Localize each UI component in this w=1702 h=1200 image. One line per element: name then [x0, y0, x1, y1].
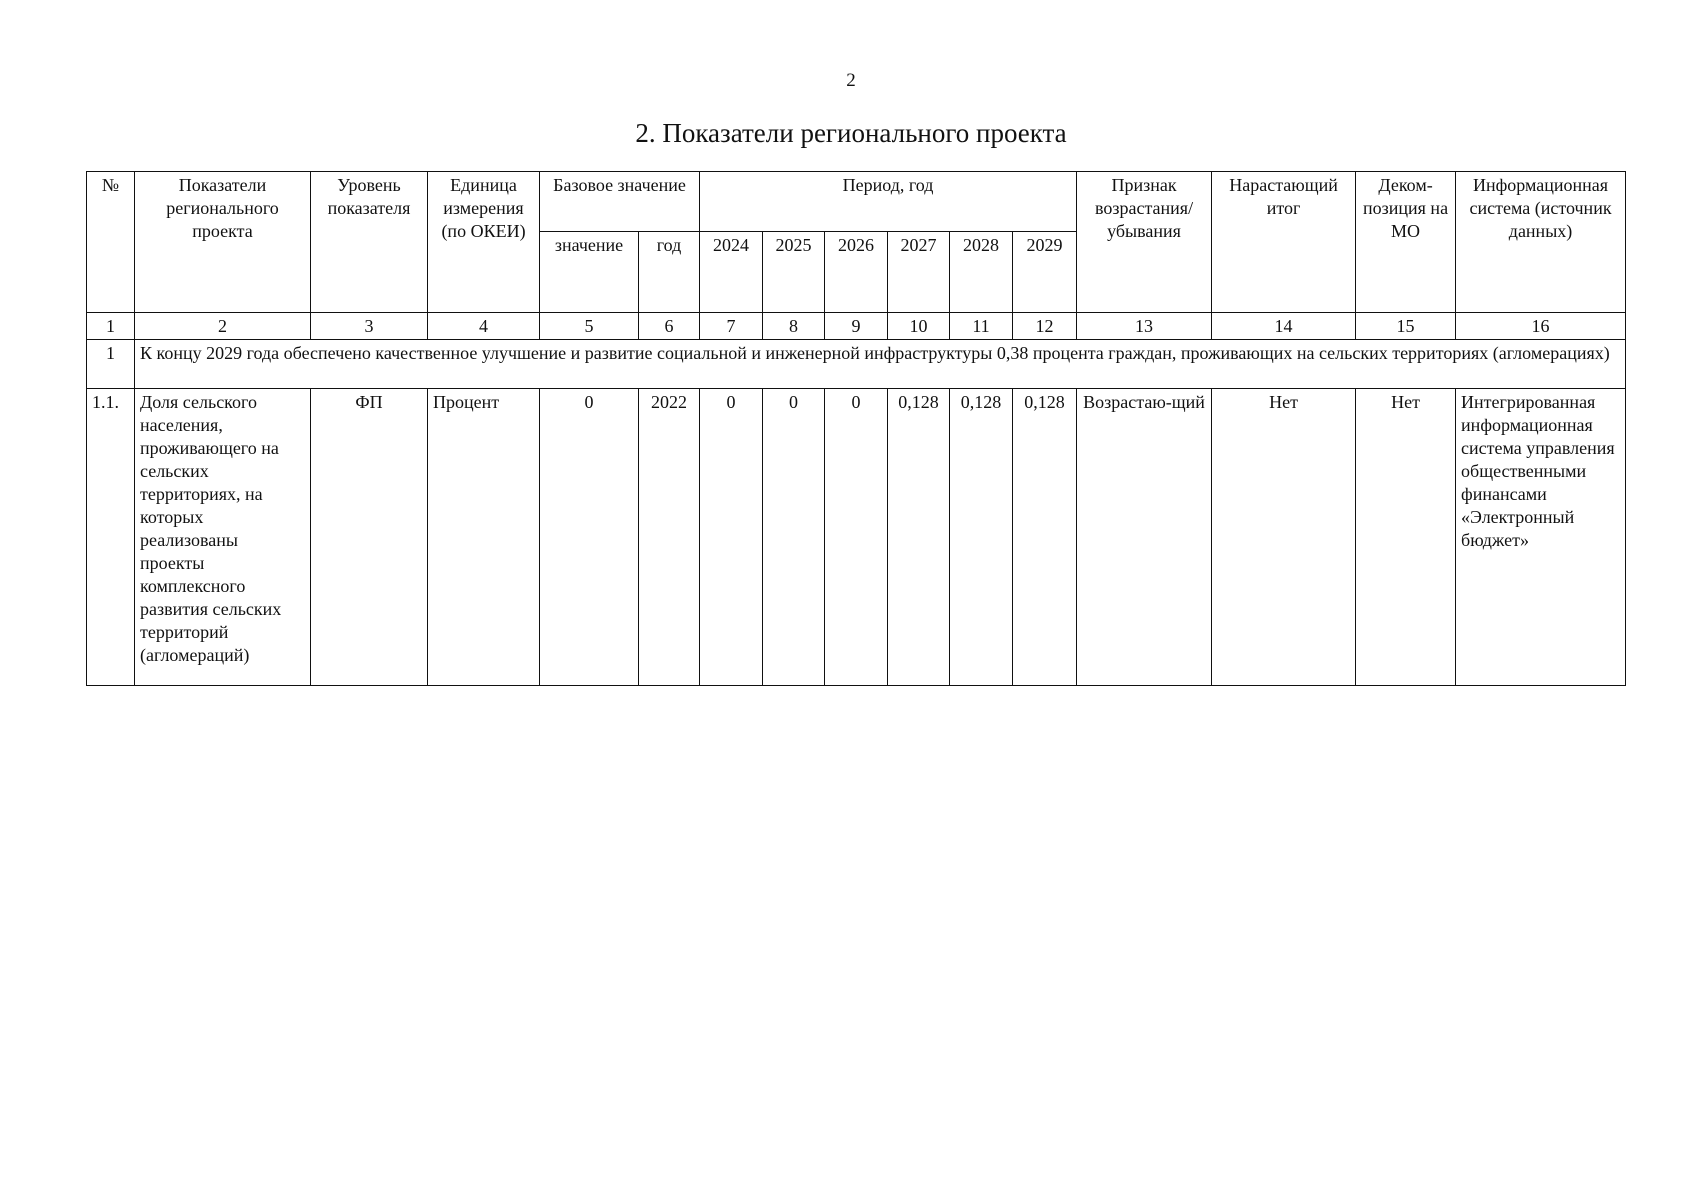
page-title: 2. Показатели регионального проекта: [635, 118, 1067, 148]
header-year-2029: 2029: [1013, 231, 1077, 312]
column-number: 7: [700, 313, 763, 340]
column-number: 1: [87, 313, 135, 340]
row-value-2029: 0,128: [1013, 389, 1077, 686]
row-value-2026: 0: [825, 389, 888, 686]
row-value-2028: 0,128: [950, 389, 1013, 686]
row-trend: Возрастаю-щий: [1077, 389, 1212, 686]
table-row: [87, 389, 1626, 686]
goal-row: [87, 340, 1626, 389]
header-cumulative: Нарастающий итог: [1212, 172, 1356, 313]
column-number: 6: [639, 313, 700, 340]
column-number: 12: [1013, 313, 1077, 340]
header-level: Уровень показателя: [311, 172, 428, 313]
column-number: 10: [888, 313, 950, 340]
row-level: ФП: [311, 389, 428, 686]
indicators-table: [86, 171, 1626, 686]
header-base-value-value: значение: [540, 231, 639, 312]
row-unit: Процент: [428, 389, 540, 686]
column-number: 14: [1212, 313, 1356, 340]
column-number: 8: [763, 313, 825, 340]
header-decomposition: Деком-позиция на МО: [1356, 172, 1456, 313]
column-number: 4: [428, 313, 540, 340]
header-indicator: Показатели регионального проекта: [135, 172, 311, 313]
header-row-1: [87, 172, 1626, 232]
column-number: 15: [1356, 313, 1456, 340]
header-base-value: Базовое значение: [540, 172, 700, 232]
header-info-system: Информационная система (источник данных): [1456, 172, 1626, 313]
header-period: Период, год: [700, 172, 1077, 232]
row-value-2027: 0,128: [888, 389, 950, 686]
header-unit: Единица измерения (по ОКЕИ): [428, 172, 540, 313]
header-base-value-year: год: [639, 231, 700, 312]
column-number: 3: [311, 313, 428, 340]
column-number: 2: [135, 313, 311, 340]
column-number: 5: [540, 313, 639, 340]
row-info-system: Интегрированная информационная система управления общественными финансами «Электронный бюджет»: [1456, 389, 1626, 686]
column-number: 11: [950, 313, 1013, 340]
page-number: 2: [846, 70, 856, 91]
header-year-2024: 2024: [700, 231, 763, 312]
goal-text: К концу 2029 года обеспечено качественное улучшение и развитие социальной и инженерной инфраструктуры 0,38 процента граждан, проживающих на сельских территориях (агломерациях): [135, 340, 1626, 389]
header-trend: Признак возрастания/ убывания: [1077, 172, 1212, 313]
column-number: 9: [825, 313, 888, 340]
header-year-2027: 2027: [888, 231, 950, 312]
row-value-2024: 0: [700, 389, 763, 686]
row-cumulative: Нет: [1212, 389, 1356, 686]
row-decomposition: Нет: [1356, 389, 1456, 686]
goal-number: 1: [87, 340, 135, 389]
header-year-2025: 2025: [763, 231, 825, 312]
row-number: 1.1.: [87, 389, 135, 686]
column-numbers-row: [87, 313, 1626, 340]
row-indicator: Доля сельского населения, проживающего на сельских территориях, на которых реализованы проекты комплексного развития сельских территорий (агломераций): [135, 389, 311, 686]
header-year-2028: 2028: [950, 231, 1013, 312]
header-no: №: [87, 172, 135, 313]
column-number: 16: [1456, 313, 1626, 340]
row-base-value: 0: [540, 389, 639, 686]
row-value-2025: 0: [763, 389, 825, 686]
header-year-2026: 2026: [825, 231, 888, 312]
row-base-year: 2022: [639, 389, 700, 686]
column-number: 13: [1077, 313, 1212, 340]
